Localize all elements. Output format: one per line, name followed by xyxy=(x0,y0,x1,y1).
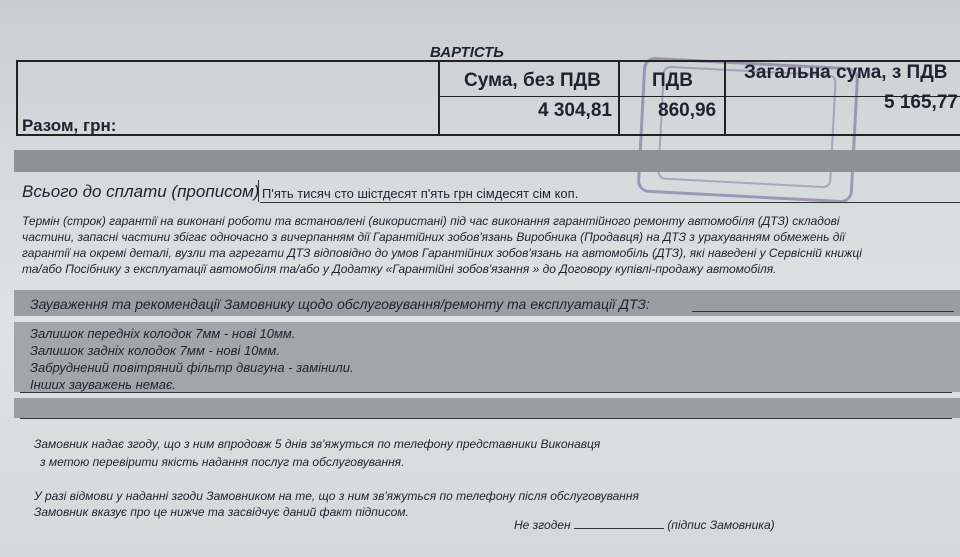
header-total: Загальна сума, з ПДВ xyxy=(744,62,948,83)
in-words-underline xyxy=(260,202,960,203)
recommendations-underline xyxy=(692,311,954,312)
value-sum-without-vat: 4 304,81 xyxy=(538,100,612,121)
consent-line: з метою перевірити якість надання послуг та обслуговування. xyxy=(40,455,405,469)
table-header-rule xyxy=(438,96,960,97)
total-row-label: Разом, грн: xyxy=(22,116,117,135)
cost-title: ВАРТІСТЬ xyxy=(430,44,504,61)
consent-line: Замовник вказує про це нижче та засвідчує даний факт підписом. xyxy=(34,505,409,519)
in-words-box-edge xyxy=(258,180,259,202)
in-words-label: Всього до сплати (прописом) xyxy=(22,182,260,201)
table-divider xyxy=(438,62,440,134)
gray-band xyxy=(14,150,960,172)
in-words-value: П'ять тисяч сто шістдесят п'ять грн сімдесят сім коп. xyxy=(262,186,579,201)
consent-line: Замовник надає згоду, що з ним впродовж 5 днів зв'яжуться по телефону представники Виконавця xyxy=(34,437,601,451)
consent-line: У разі відмови у наданні згоди Замовником на те, що з ним зв'яжуться по телефону після обслуговування xyxy=(34,489,639,503)
warranty-line: Термін (строк) гарантії на виконані роботи та встановлені (використані) під час виконання гарантійного ремонту автомобіля (ДТЗ) складові xyxy=(22,214,840,228)
notes-underline xyxy=(20,392,952,393)
signature-hint: (підпис Замовника) xyxy=(667,518,775,532)
recommendations-label: Зауваження та рекомендації Замовнику щодо обслуговування/ремонту та експлуатації ДТЗ: xyxy=(30,296,650,312)
value-vat: 860,96 xyxy=(658,100,717,121)
header-sum-without-vat: Сума, без ПДВ xyxy=(464,70,601,91)
table-divider xyxy=(618,62,620,134)
signature-field[interactable] xyxy=(574,528,664,529)
cost-table xyxy=(16,60,960,136)
signature-row xyxy=(514,518,775,532)
table-divider xyxy=(724,62,726,134)
header-vat: ПДВ xyxy=(652,70,693,91)
note-item: Інших зауважень немає. xyxy=(30,377,177,392)
note-item: Залишок задніх колодок 7мм - нові 10мм. xyxy=(30,343,280,358)
value-total: 5 165,77 xyxy=(884,92,958,113)
warranty-line: частини, запасні частини збігає одночасно з вичерпанням дії Гарантійних зобов'язань Виробника (Продавця) на ДТЗ з урахуванням обмежень дії xyxy=(22,230,845,244)
band-underline xyxy=(20,418,952,419)
note-item: Забруднений повітряний фільтр двигуна - замінили. xyxy=(30,360,354,375)
warranty-line: гарантії на окремі деталі, вузли та агрегати ДТЗ відповідно до умов Гарантійних зобов'язань на автомобіль (ДТЗ), які наведені у Сервісній книжці xyxy=(22,246,862,260)
warranty-line: та/або Посібнику з експлуатації автомобіля та/або у Додатку «Гарантійні зобов'язання » до Договору купівлі-продажу автомобіля. xyxy=(22,262,777,276)
note-item: Залишок передніх колодок 7мм - нові 10мм. xyxy=(30,326,296,341)
gray-band xyxy=(14,398,960,418)
not-agree-label: Не згоден xyxy=(514,518,571,532)
